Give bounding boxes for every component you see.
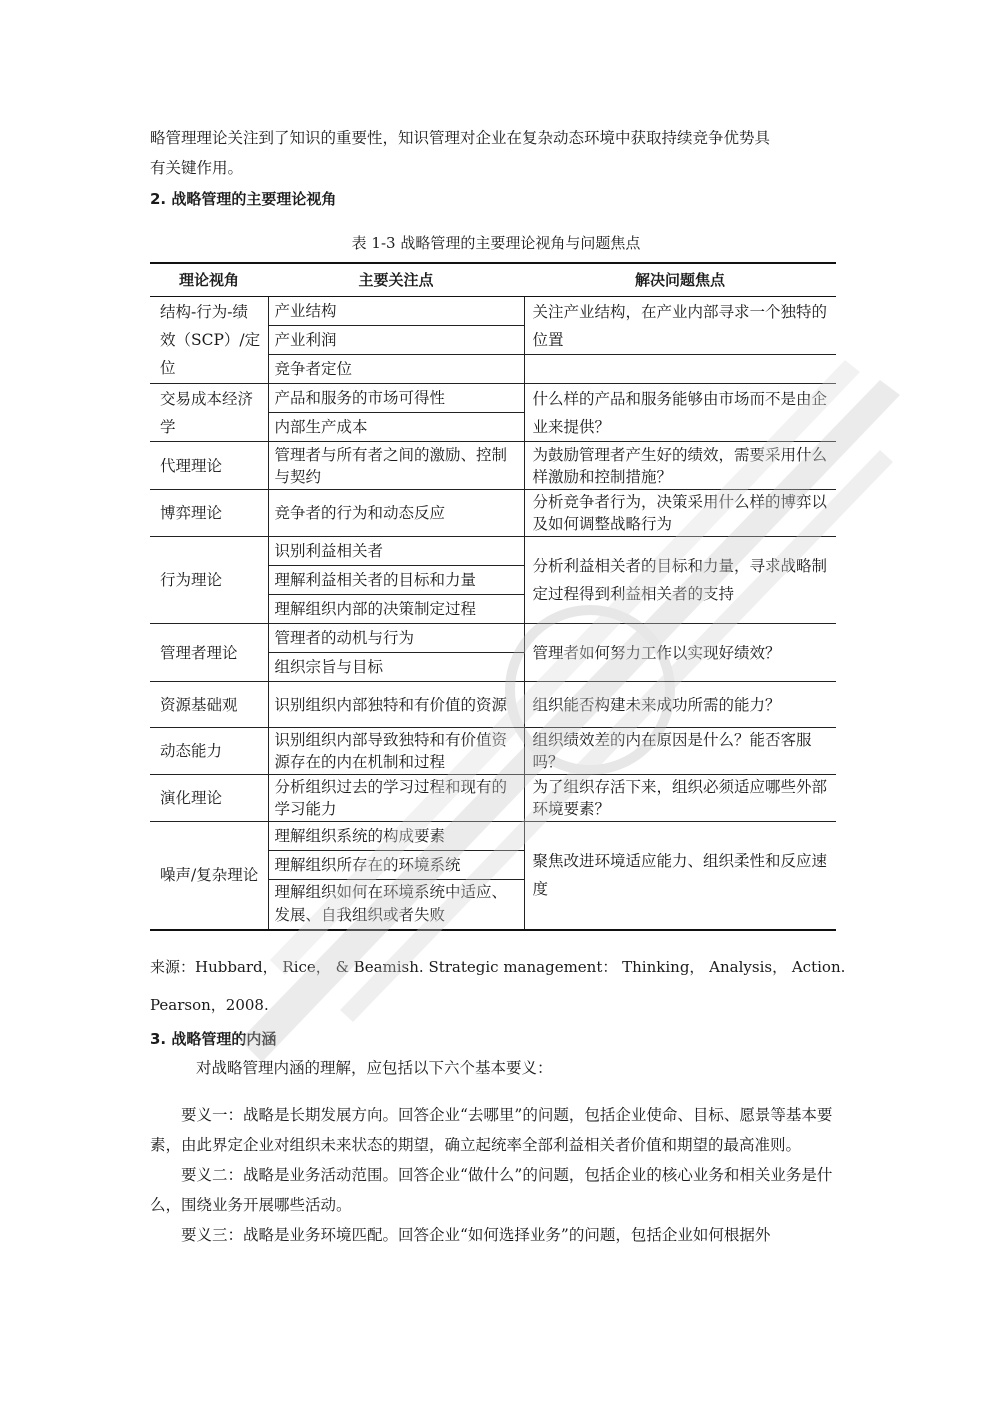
focus-point-cell: 内部生产成本: [268, 413, 524, 442]
focus-point-cell: 产业利润: [268, 326, 524, 355]
focus-point-cell: 识别利益相关者: [268, 537, 524, 566]
perspective-cell: 博弈理论: [150, 490, 268, 537]
intro-paragraph: [150, 123, 842, 183]
problem-focus-cell: 管理者如何努力工作以实现好绩效？: [524, 624, 836, 682]
problem-focus-cell: 聚焦改进环境适应能力、组织柔性和反应速度: [524, 822, 836, 930]
focus-point-cell: 分析组织过去的学习过程和现有的学习能力: [268, 775, 524, 822]
focus-point-cell: 理解组织如何在环境系统中适应、发展、自我组织或者失败: [268, 880, 524, 930]
problem-focus-cell: 什么样的产品和服务能够由市场而不是由企业来提供？: [524, 384, 836, 442]
table-source-note: 来源：Hubbard， Rice， & Beamish. Strategic management： Thinking， Analysis， Action. Pearson，2008.: [150, 958, 846, 1014]
focus-point-cell: 管理者的动机与行为: [268, 624, 524, 653]
focus-point-cell: 管理者与所有者之间的激励、控制与契约: [268, 442, 524, 490]
table-caption: 表 1-3 战略管理的主要理论视角与问题焦点: [351, 234, 641, 252]
focus-point-cell: 理解利益相关者的目标和力量: [268, 566, 524, 595]
essence-paragraphs: [150, 1100, 842, 1250]
perspective-cell: 代理理论: [150, 442, 268, 490]
problem-focus-cell: 组织能否构建未来成功所需的能力？: [524, 682, 836, 728]
problem-focus-cell: 为了组织存活下来，组织必须适应哪些外部环境要素？: [524, 775, 836, 822]
essence-2-paragraph: 要义二：战略是业务活动范围。回答企业“做什么”的问题，包括企业的核心业务和相关业务是什么，围绕业务开展哪些活动。: [150, 1166, 833, 1214]
section-2-heading: 2. 战略管理的主要理论视角: [150, 190, 337, 208]
table-row: [150, 822, 836, 851]
table-row: [150, 624, 836, 653]
header-perspective: 理论视角: [150, 263, 268, 297]
problem-focus-cell: 分析竞争者行为，决策采用什么样的博弈以及如何调整战略行为: [524, 490, 836, 537]
perspective-cell: 动态能力: [150, 728, 268, 775]
focus-point-cell: 竞争者定位: [268, 355, 524, 384]
focus-point-cell: 理解组织内部的决策制定过程: [268, 595, 524, 624]
problem-focus-cell: 分析利益相关者的目标和力量，寻求战略制定过程得到利益相关者的支持: [524, 537, 836, 624]
focus-point-cell: 产品和服务的市场可得性: [268, 384, 524, 413]
table-row: [150, 442, 836, 490]
focus-point-cell: 识别组织内部独特和有价值的资源: [268, 682, 524, 728]
table-header-row: [150, 263, 836, 297]
essence-1-paragraph: 要义一：战略是长期发展方向。回答企业“去哪里”的问题，包括企业使命、目标、愿景等基本要素，由此界定企业对组织未来状态的期望，确立起统率全部利益相关者价值和期望的最高准则。: [150, 1106, 833, 1154]
header-focus-points: 主要关注点: [268, 263, 524, 297]
problem-focus-cell: 组织绩效差的内在原因是什么？能否客服吗？: [524, 728, 836, 775]
table-row: [150, 775, 836, 822]
table-row: [150, 490, 836, 537]
problem-focus-cell: 为鼓励管理者产生好的绩效，需要采用什么样激励和控制措施？: [524, 442, 836, 490]
focus-point-cell: 竞争者的行为和动态反应: [268, 490, 524, 537]
perspective-cell: 管理者理论: [150, 624, 268, 682]
theory-perspectives-table: [150, 262, 836, 931]
header-problem-focus: 解决问题焦点: [524, 263, 836, 297]
section-3-heading: 3. 战略管理的内涵: [150, 1030, 277, 1048]
focus-point-cell: 产业结构: [268, 297, 524, 326]
focus-point-cell: 理解组织所存在的环境系统: [268, 851, 524, 880]
table-row: [150, 297, 836, 326]
perspective-cell: 行为理论: [150, 537, 268, 624]
perspective-cell: 结构-行为-绩效（SCP）/定位: [150, 297, 268, 384]
table-row: [150, 384, 836, 413]
perspective-cell: 演化理论: [150, 775, 268, 822]
intro-line-1: 略管理理论关注到了知识的重要性，知识管理对企业在复杂动态环境中获取持续竞争优势具: [150, 129, 771, 147]
problem-focus-empty-cell: [524, 355, 836, 384]
problem-focus-cell: 关注产业结构，在产业内部寻求一个独特的位置: [524, 297, 836, 355]
perspective-cell: 噪声/复杂理论: [150, 822, 268, 930]
focus-point-cell: 识别组织内部导致独特和有价值资源存在的内在机制和过程: [268, 728, 524, 775]
perspective-cell: 交易成本经济学: [150, 384, 268, 442]
table-row: [150, 728, 836, 775]
table-row: [150, 537, 836, 566]
perspective-cell: 资源基础观: [150, 682, 268, 728]
essence-3-paragraph: 要义三：战略是业务环境匹配。回答企业“如何选择业务”的问题，包括企业如何根据外: [181, 1226, 771, 1244]
table-row: [150, 682, 836, 728]
intro-line-2: 有关键作用。: [150, 159, 244, 177]
focus-point-cell: 组织宗旨与目标: [268, 653, 524, 682]
intro-paragraph-section-3: 对战略管理内涵的理解，应包括以下六个基本要义：: [196, 1059, 553, 1077]
focus-point-cell: 理解组织系统的构成要素: [268, 822, 524, 851]
